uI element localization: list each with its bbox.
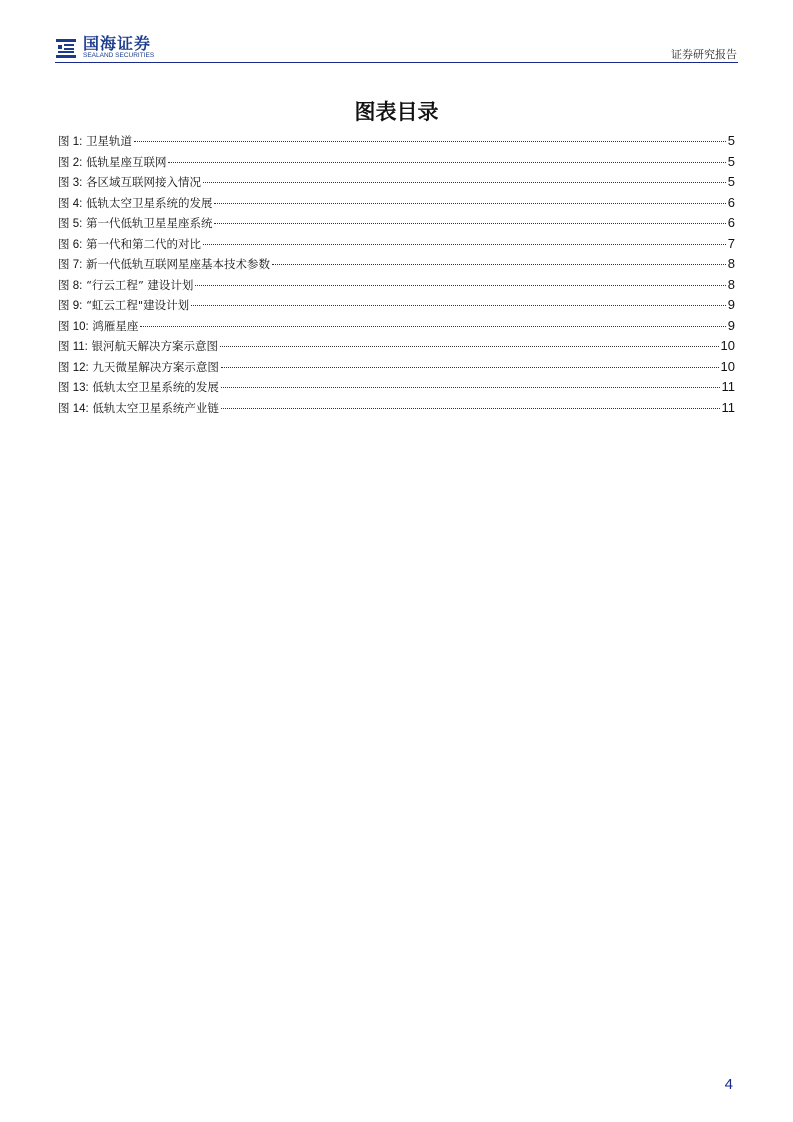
toc-entry-title: 九天微星解决方案示意图 bbox=[92, 359, 219, 374]
toc-entry[interactable] bbox=[58, 174, 735, 195]
toc-entry-label bbox=[58, 359, 219, 375]
leader-dots bbox=[214, 223, 725, 224]
toc-entry-label bbox=[58, 400, 219, 416]
toc-entry-prefix: 图 6: bbox=[58, 238, 83, 251]
toc-entry-title: 卫星轨道 bbox=[85, 134, 132, 148]
toc-entry-page: 7 bbox=[727, 235, 735, 251]
leader-dots bbox=[195, 285, 725, 286]
toc-entry-page: 11 bbox=[721, 379, 735, 394]
toc-entry-prefix: 图 8: bbox=[58, 279, 83, 292]
toc-entry-page: 8 bbox=[727, 276, 735, 292]
toc-entry[interactable] bbox=[58, 400, 735, 421]
leader-dots bbox=[203, 244, 726, 245]
toc-entry-page: 5 bbox=[727, 153, 735, 169]
toc-entry[interactable] bbox=[58, 297, 735, 318]
toc-entry-prefix: 图 4: bbox=[58, 197, 83, 210]
toc-entry-label bbox=[58, 195, 212, 211]
leader-dots bbox=[272, 264, 726, 265]
toc-entry-label bbox=[58, 236, 201, 252]
toc-entry-title: 低轨太空卫星系统的发展 bbox=[85, 195, 213, 210]
leader-dots bbox=[168, 162, 725, 163]
leader-dots bbox=[221, 367, 719, 368]
toc-entry[interactable] bbox=[58, 318, 735, 339]
logo-en-text: SEALAND SECURITIES bbox=[83, 52, 155, 59]
company-logo bbox=[55, 36, 154, 60]
toc-entry-label bbox=[58, 174, 201, 190]
toc-entry-prefix: 图 7: bbox=[58, 259, 83, 271]
toc-entry[interactable] bbox=[58, 154, 735, 175]
toc-entry-title: “虹云工程"建设计划 bbox=[85, 298, 190, 312]
toc-entry-label bbox=[58, 277, 193, 293]
toc-entry-title: 第一代和第二代的对比 bbox=[85, 236, 201, 251]
toc-entry-prefix: 图 1: bbox=[58, 136, 83, 148]
toc-entry[interactable] bbox=[58, 256, 735, 277]
toc-entry-title: 低轨星座互联网 bbox=[85, 154, 167, 169]
toc-entry-prefix: 图 9: bbox=[58, 300, 83, 312]
toc-entry-title: 新一代低轨互联网星座基本技术参数 bbox=[85, 257, 270, 271]
toc-entry-label bbox=[58, 318, 138, 334]
toc-entry-title: 银河航天解决方案示意图 bbox=[91, 339, 218, 353]
toc-entry-page: 6 bbox=[727, 194, 735, 210]
toc-entry-prefix: 图 5: bbox=[58, 218, 83, 230]
toc-entry-label bbox=[58, 338, 218, 354]
figure-table-of-contents bbox=[58, 133, 735, 420]
leader-dots bbox=[203, 182, 726, 183]
toc-entry[interactable] bbox=[58, 359, 735, 380]
toc-entry-prefix: 图 12: bbox=[58, 361, 89, 374]
toc-entry-title: 第一代低轨卫星星座系统 bbox=[85, 216, 213, 230]
toc-entry[interactable] bbox=[58, 215, 735, 236]
toc-entry-page: 5 bbox=[727, 174, 735, 189]
toc-entry[interactable] bbox=[58, 338, 735, 359]
leader-dots bbox=[220, 346, 719, 347]
toc-entry-page: 11 bbox=[721, 399, 735, 415]
leader-dots bbox=[140, 326, 725, 327]
leader-dots bbox=[191, 305, 726, 306]
toc-entry[interactable] bbox=[58, 133, 735, 154]
toc-entry-title: 鸿雁星座 bbox=[92, 318, 139, 333]
toc-entry-prefix: 图 11: bbox=[58, 341, 88, 353]
toc-entry-label bbox=[58, 256, 270, 272]
toc-entry-prefix: 图 10: bbox=[58, 320, 89, 333]
toc-entry-page: 9 bbox=[727, 297, 735, 312]
toc-entry-title: 低轨太空卫星系统的发展 bbox=[92, 380, 219, 394]
page-number: 4 bbox=[724, 1076, 733, 1093]
toc-entry-page: 9 bbox=[727, 317, 735, 333]
header-divider bbox=[55, 62, 738, 63]
toc-entry-prefix: 图 14: bbox=[58, 402, 89, 415]
sealand-logo-icon bbox=[55, 37, 77, 59]
toc-entry-page: 6 bbox=[727, 215, 735, 230]
toc-entry-page: 5 bbox=[727, 133, 735, 148]
toc-entry-label bbox=[58, 297, 189, 313]
toc-entry-title: 各区域互联网接入情况 bbox=[85, 175, 201, 189]
toc-entry-title: 低轨太空卫星系统产业链 bbox=[92, 400, 219, 415]
leader-dots bbox=[221, 408, 720, 409]
toc-entry-title: “行云工程” 建设计划 bbox=[85, 277, 194, 292]
report-type: 证券研究报告 bbox=[671, 48, 737, 61]
logo-cn-text: 国海证券 bbox=[83, 34, 152, 53]
leader-dots bbox=[134, 141, 726, 142]
toc-entry-prefix: 图 13: bbox=[58, 382, 89, 394]
toc-entry-label bbox=[58, 154, 166, 170]
toc-entry-prefix: 图 2: bbox=[58, 156, 83, 169]
toc-entry-page: 10 bbox=[720, 338, 735, 353]
toc-entry-label bbox=[58, 133, 132, 149]
leader-dots bbox=[221, 387, 720, 388]
page-title: 图表目录 bbox=[354, 100, 439, 124]
toc-entry-label bbox=[58, 215, 212, 231]
toc-entry[interactable] bbox=[58, 236, 735, 257]
toc-entry-prefix: 图 3: bbox=[58, 177, 83, 189]
toc-entry-label bbox=[58, 379, 219, 395]
toc-entry[interactable] bbox=[58, 379, 735, 400]
toc-entry-page: 8 bbox=[727, 256, 735, 271]
toc-entry[interactable] bbox=[58, 195, 735, 216]
toc-entry-page: 10 bbox=[720, 358, 735, 374]
leader-dots bbox=[214, 203, 725, 204]
toc-entry[interactable] bbox=[58, 277, 735, 298]
